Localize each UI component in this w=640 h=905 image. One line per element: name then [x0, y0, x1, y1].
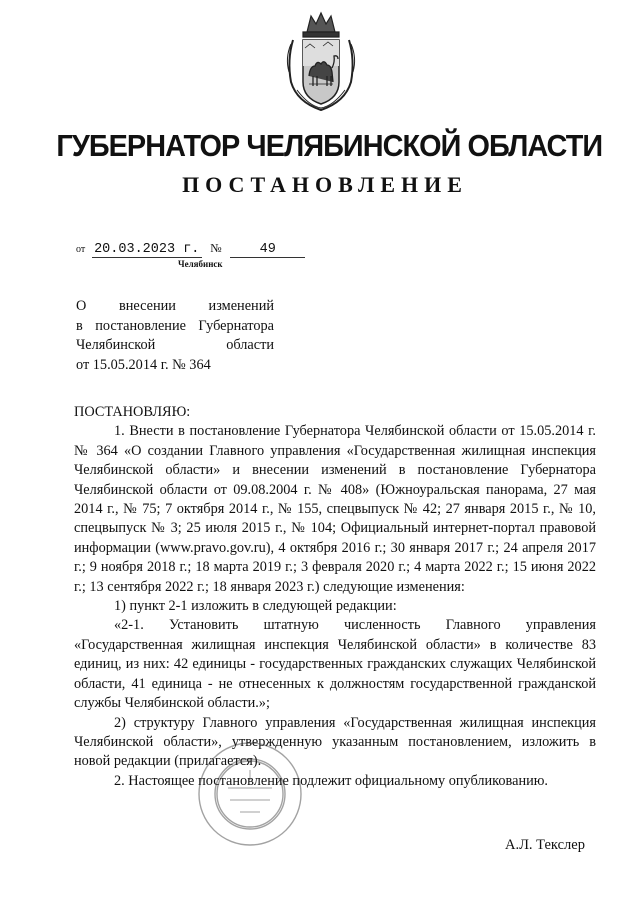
item-1: 1. Внести в постановление Губернатора Челябинской области от 15.05.2014 г. № 364 «О создании Главного управления «Государственная жилищная инспекция Челябинской области» и внесении изменений в постановление Губернатора Челябинской области от 09.08.2004 г. № 408» (Южноуральская панорама, 27 мая 2014 г., № 75; 7 октября 2014 г., № 155, спецвыпуск № 42; 27 января 2015 г., № 10, спецвыпуск № 3; 25 июля 2015 г., № 104; Официальный интернет-портал правовой информации (www.pravo.gov.ru), 4 октября 2016 г.; 30 января 2017 г.; 24 апреля 2017 г.; 9 ноября 2018 г.; 18 марта 2019 г.; 3 февраля 2020 г.; 4 марта 2022 г.; 15 июня 2022 г.; 13 сентября 2022 г.; 18 января 2023 г.) следующие изменения:	[74, 423, 596, 595]
document-type: ПОСТАНОВЛЕНИЕ	[182, 172, 468, 197]
number-sign: №	[210, 241, 222, 255]
date-field	[92, 242, 202, 258]
subject-line: Челябинской области	[76, 337, 274, 353]
subject-block	[76, 297, 274, 375]
official-seal-stamp	[196, 740, 304, 848]
decree-word: ПОСТАНОВЛЯЮ:	[74, 404, 191, 420]
quoted-clause: «2-1. Установить штатную численность Главного управления «Государственная жилищная инспекция Челябинской области» в количестве 83 единиц, из них: 42 единицы - государственных гражданских служащих Челябинской области, 41 единица - не отнесенных к должностям государственной гражданской службы Челябинской области.»;	[74, 617, 596, 712]
number-field	[230, 242, 305, 258]
subject-line: от 15.05.2014 г. № 364	[76, 356, 211, 373]
signatory-name: А.Л. Текслер	[505, 837, 585, 853]
subitem-1: 1) пункт 2-1 изложить в следующей редакции:	[114, 598, 397, 615]
date-value: 20.03.2023 г.	[94, 242, 200, 257]
subitem-2: 2) структуру Главного управления «Государственная жилищная инспекция Челябинской области», утвержденную указанным постановлением, изложить в новой редакции (прилагается).	[74, 714, 596, 770]
number-value: 49	[259, 242, 276, 257]
issuer-title: ГУБЕРНАТОР ЧЕЛЯБИНСКОЙ ОБЛАСТИ	[56, 128, 603, 163]
decree-body	[74, 403, 596, 791]
coat-of-arms-emblem	[283, 10, 359, 114]
subject-line: в постановление Губернатора	[76, 317, 274, 334]
date-number-line	[76, 241, 305, 258]
city-label: Челябинск	[178, 259, 223, 269]
item-2: 2. Настоящее постановление подлежит официальному опубликованию.	[114, 772, 549, 789]
subject-line: О внесении изменений	[76, 298, 274, 314]
from-label: от	[76, 244, 86, 255]
